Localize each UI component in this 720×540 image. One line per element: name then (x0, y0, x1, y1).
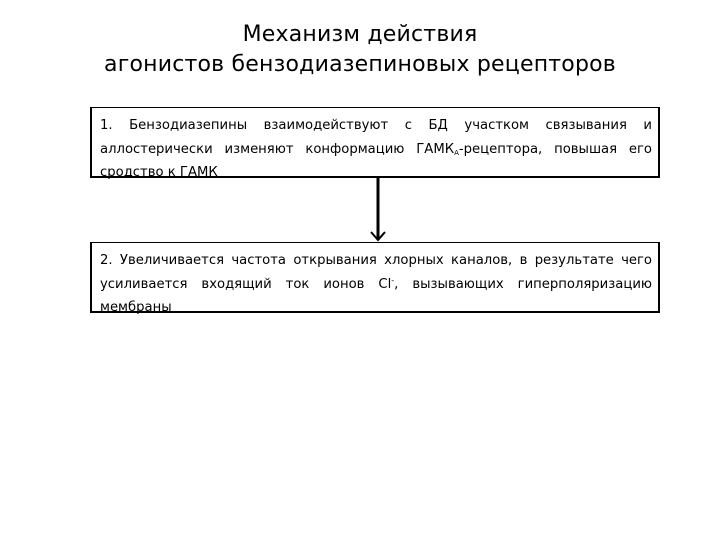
title-line-1: Механизм действия (242, 22, 478, 47)
step-1-box (90, 107, 660, 178)
step-2-box (90, 242, 660, 313)
diagram-title (0, 20, 720, 80)
step-2-superscript: - (391, 275, 395, 285)
step-2-text-end: , вызывающих гиперполяризацию мембраны (100, 276, 652, 315)
step-2-text: 2. Увеличивается частота открывания хлорных каналов, в результате чего усиливается входящий ток ионов Cl (100, 253, 652, 292)
step-1-text-end: -рецептора, повышая его сродство к ГАМК (100, 141, 652, 180)
arrow-down-icon (364, 178, 392, 244)
title-line-2: агонистов бензодиазепиновых рецепторов (104, 52, 616, 77)
step-1-subscript: А (454, 148, 459, 157)
step-1-text: 1. Бензодиазепины взаимодействуют с БД участком связывания и аллостерически изменяют конформацию ГАМК (100, 118, 652, 157)
